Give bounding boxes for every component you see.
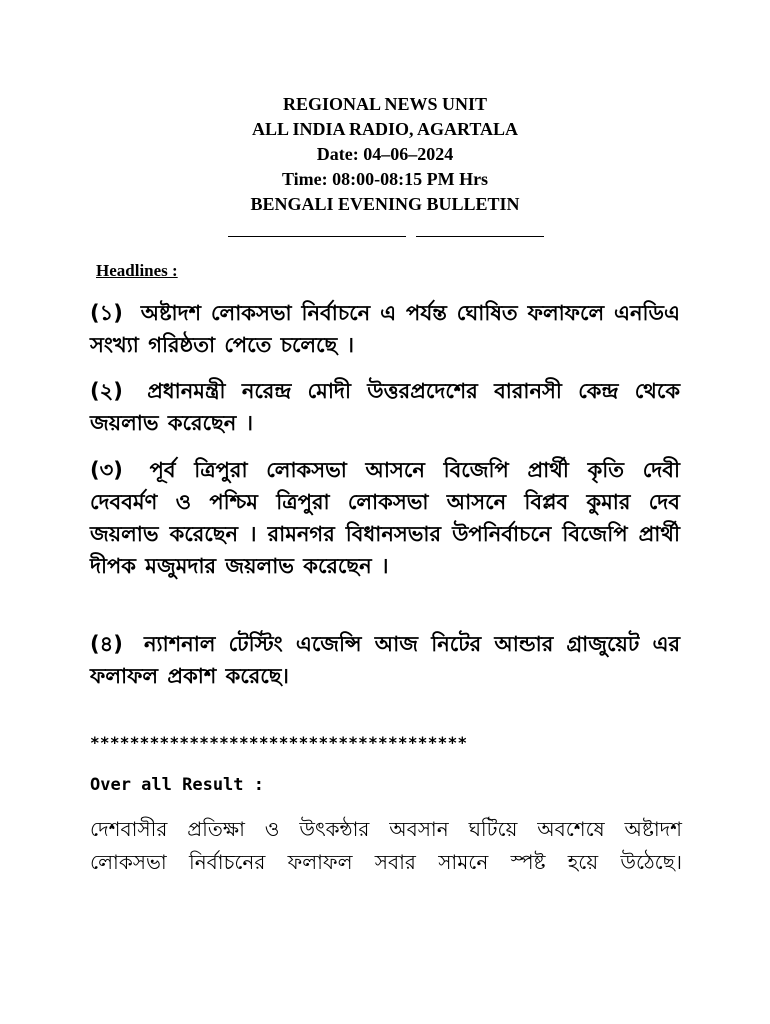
headline-text: প্রধানমন্ত্রী নরেন্দ্র মোদী উত্তরপ্রদেশের বারানসী কেন্দ্র থেকে জয়লাভ করেছেন । bbox=[90, 379, 681, 435]
headline-number: (২) bbox=[90, 379, 123, 403]
bulletin-time: Time: 08:00-08:15 PM Hrs bbox=[281, 169, 489, 189]
headline-text: ন্যাশনাল টেস্টিং এজেন্সি আজ নিটের আন্ডার গ্রাজুয়েট এর ফলাফল প্রকাশ করেছে। bbox=[90, 632, 681, 688]
headline-item-4 bbox=[90, 628, 680, 692]
headline-item-3 bbox=[90, 454, 680, 582]
overall-result-heading: Over all Result : bbox=[90, 775, 264, 795]
bulletin-name: BENGALI EVENING BULLETIN bbox=[250, 194, 520, 214]
bulletin-header bbox=[0, 92, 770, 217]
news-unit-title: REGIONAL NEWS UNIT bbox=[282, 94, 488, 114]
overall-result-text: দেশবাসীর প্রতিক্ষা ও উৎকন্ঠার অবসান ঘটিয়ে অবশেষে অষ্টাদশ লোকসভা নির্বাচনের ফলাফল সবার সামনে স্পষ্ট হয়ে উঠেছে। bbox=[90, 817, 682, 874]
headline-number: (১) bbox=[90, 301, 123, 325]
headline-text: পূর্ব ত্রিপুরা লোকসভা আসনে বিজেপি প্রার্থী কৃতি দেবী দেববর্মণ ও পশ্চিম ত্রিপুরা লোকসভা আসনে বিপ্লব কুমার দেব জয়লাভ করেছেন । রামনগর বিধানসভার উপনির্বাচনে বিজেপি প্রার্থী দীপক মজুমদার জয়লাভ করেছেন । bbox=[90, 458, 680, 578]
headline-number: (৩) bbox=[90, 458, 123, 482]
headline-number: (৪) bbox=[90, 632, 123, 656]
headline-item-1 bbox=[90, 297, 680, 361]
station-name: ALL INDIA RADIO, AGARTALA bbox=[251, 119, 519, 139]
header-rule-right bbox=[416, 236, 544, 237]
bulletin-date: Date: 04–06–2024 bbox=[316, 144, 454, 164]
headline-item-2 bbox=[90, 375, 680, 439]
asterisk-separator: ************************************** bbox=[90, 733, 468, 752]
headline-text: অষ্টাদশ লোকসভা নির্বাচনে এ পর্যন্ত ঘোষিত ফলাফলে এনডিএ সংখ্যা গরিষ্ঠতা পেতে চলেছে । bbox=[90, 301, 680, 357]
header-underline bbox=[0, 224, 770, 238]
header-rule-left bbox=[228, 236, 406, 237]
headlines-heading: Headlines : bbox=[96, 261, 178, 280]
